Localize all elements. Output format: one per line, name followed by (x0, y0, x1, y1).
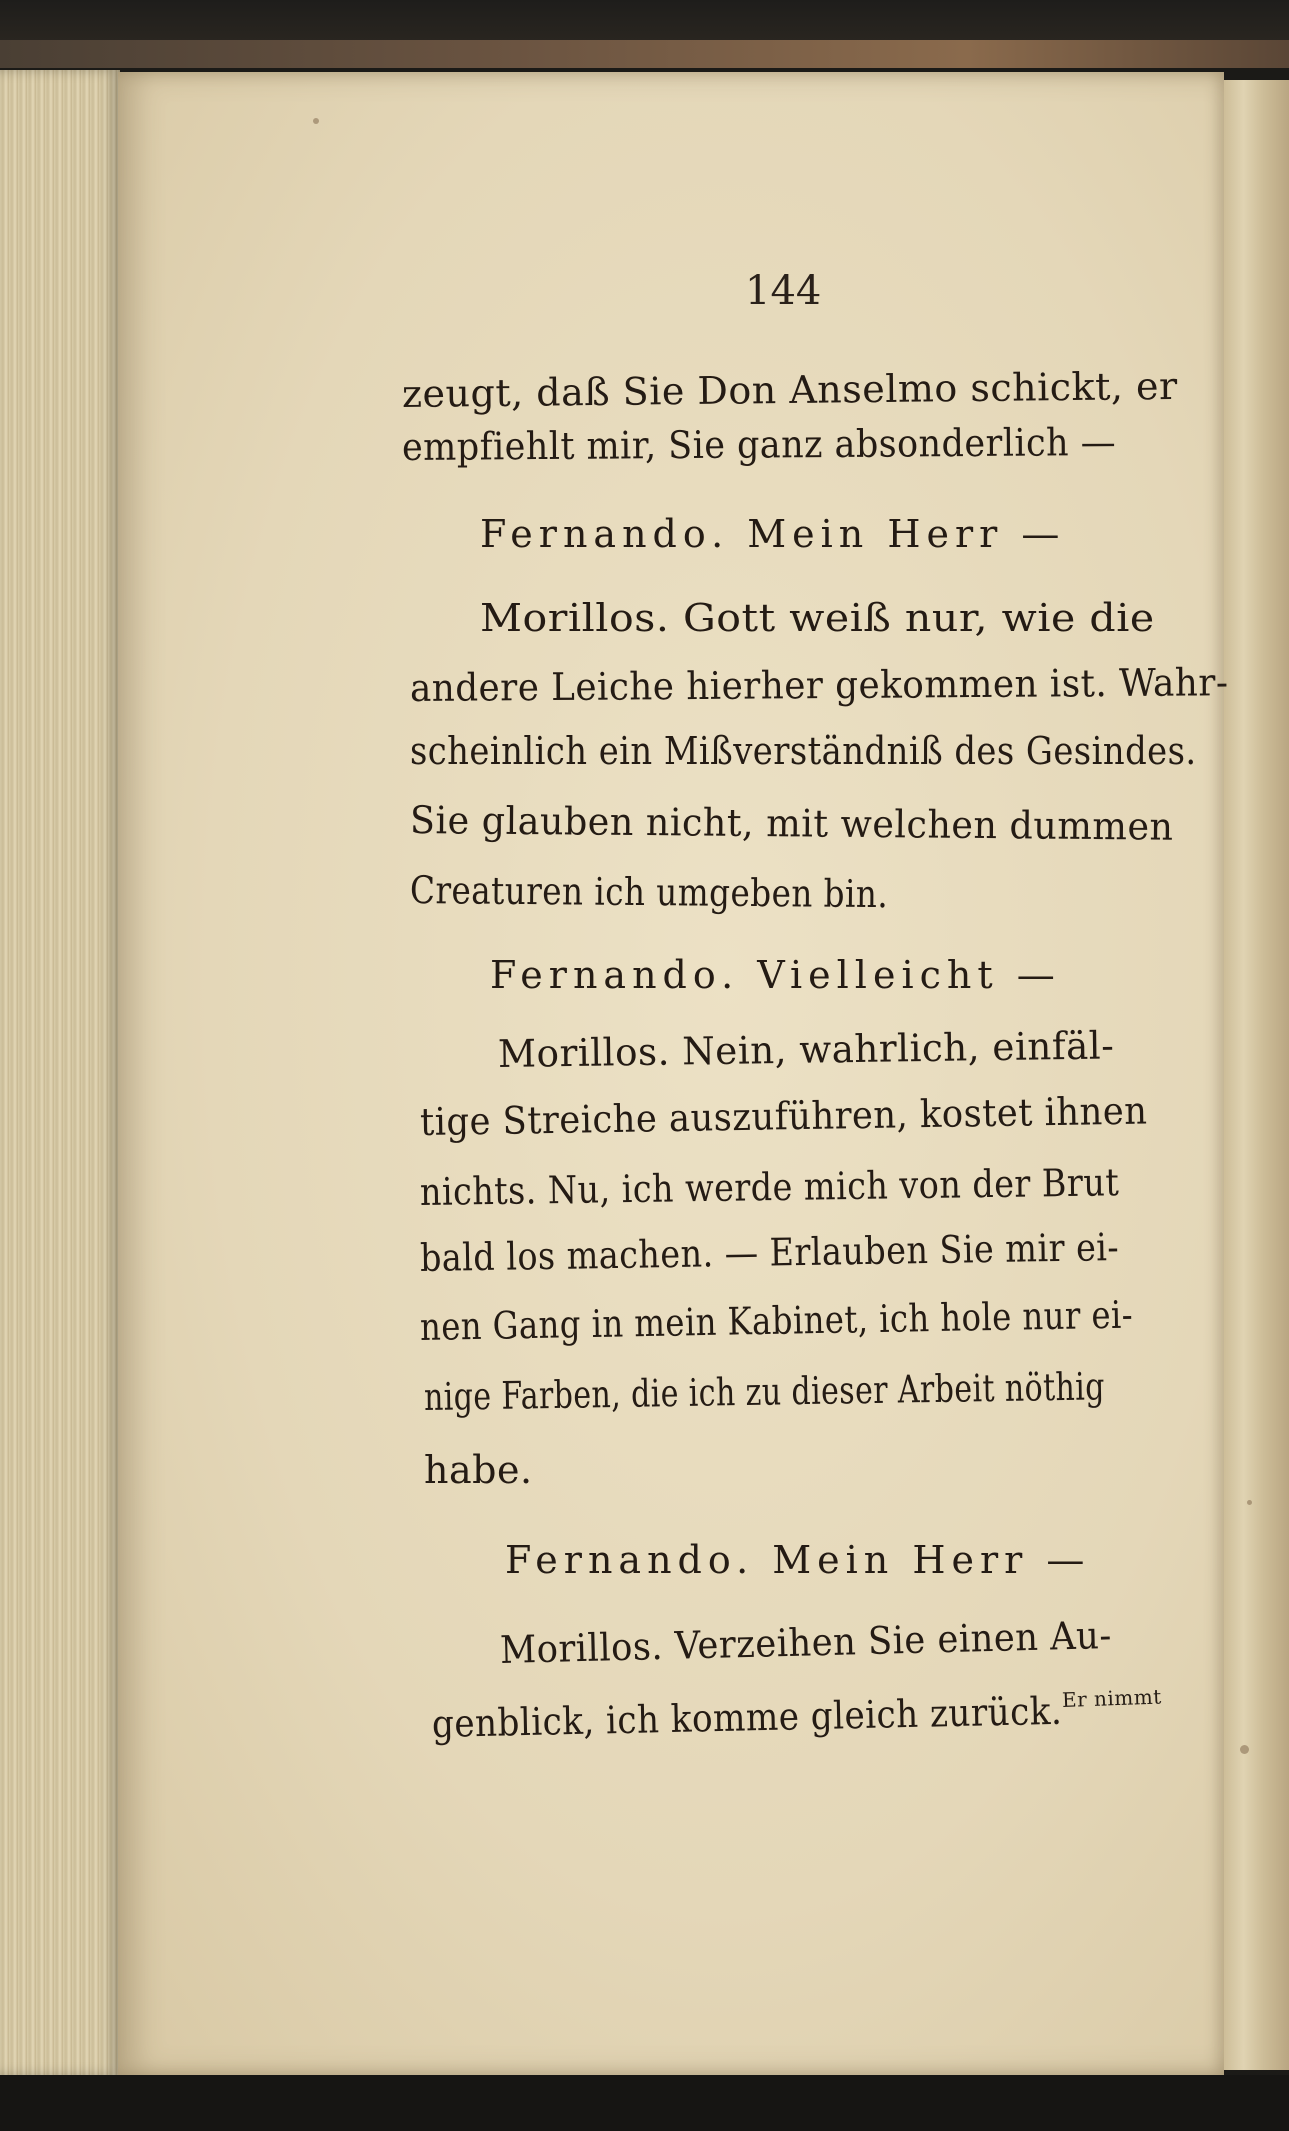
text-line: Morillos. Verzeihen Sie einen Au- (499, 1613, 1113, 1672)
text-line: nige Farben, die ich zu dieser Arbeit nöthig (423, 1364, 1106, 1419)
text-line: nen Gang in mein Kabinet, ich hole nur ei- (419, 1292, 1134, 1349)
text-line: nichts. Nu, ich werde mich von der Brut (419, 1160, 1120, 1214)
speaker-line: Fernando. Mein Herr — (505, 1538, 1091, 1582)
page-stack-left (0, 70, 120, 2075)
text-line: Morillos. Gott weiß nur, wie die (480, 596, 1155, 640)
page-number: 144 (745, 268, 822, 314)
text-line: zeugt, daß Sie Don Anselmo schickt, er (401, 363, 1178, 416)
text-line: andere Leiche hierher gekommen ist. Wahr- (409, 660, 1229, 710)
foxing-spot (313, 118, 319, 124)
speaker-line: Fernando. Vielleicht — (490, 953, 1061, 997)
text-line: scheinlich ein Mißverständniß des Gesindes. (410, 729, 1197, 773)
foxing-spot (1240, 1745, 1249, 1754)
text-line: genblick, ich komme gleich zurück. (431, 1688, 1063, 1746)
background-bottom (0, 2075, 1289, 2131)
page-fore-edge-right (1224, 80, 1289, 2070)
text-line: habe. (424, 1448, 533, 1492)
text-line: Morillos. Nein, wahrlich, einfäl- (497, 1023, 1115, 1076)
foxing-spot (1247, 1500, 1252, 1505)
book-binding-edge (0, 40, 1289, 68)
text-line: tige Streiche auszuführen, kostet ihnen (419, 1088, 1148, 1144)
text-line: empfiehlt mir, Sie ganz absonderlich — (401, 420, 1117, 469)
text-line: bald los machen. — Erlauben Sie mir ei- (419, 1225, 1120, 1280)
text-line: Sie glauben nicht, mit welchen dummen (409, 798, 1174, 849)
text-line: Creaturen ich umgeben bin. (409, 868, 889, 917)
catchword: Er nimmt (1061, 1684, 1163, 1712)
speaker-line: Fernando. Mein Herr — (480, 512, 1066, 556)
